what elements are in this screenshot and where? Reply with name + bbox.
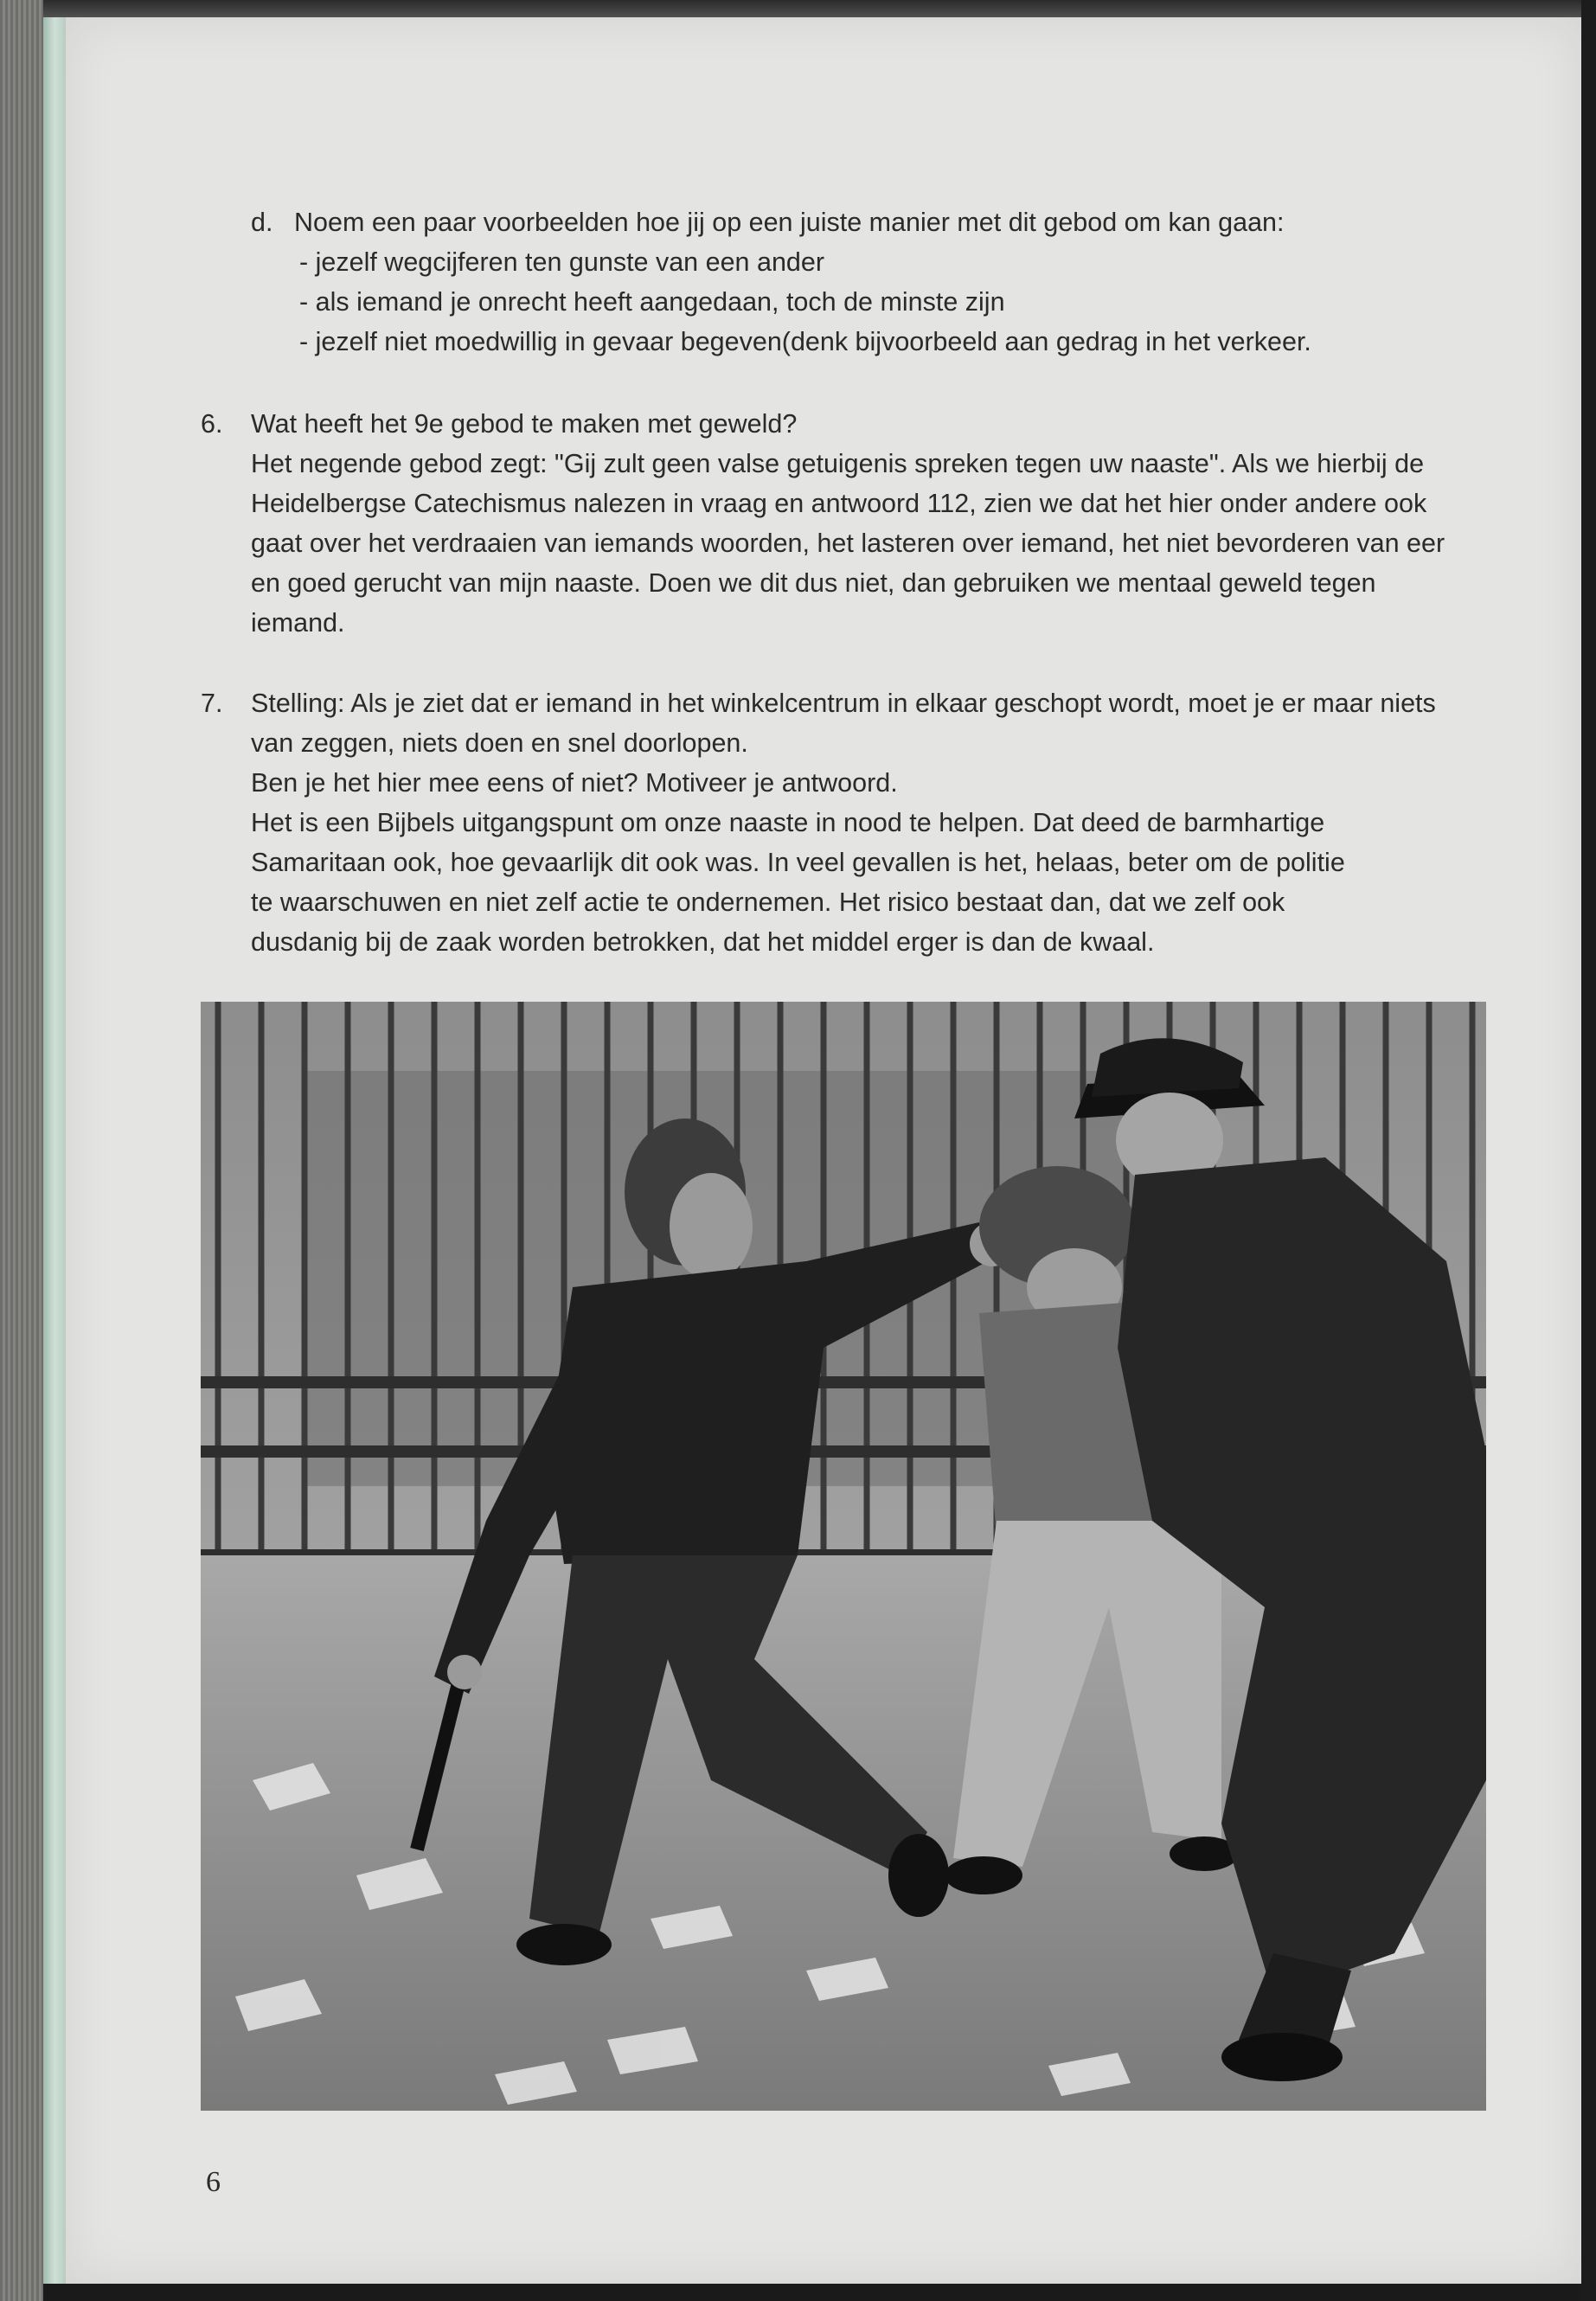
item-7-marker: 7. (201, 689, 223, 718)
item-d-question: Noem een paar voorbeelden hoe jij op een juiste manier met dit gebod om kan gaan: (294, 208, 1285, 237)
item-6 (201, 404, 1445, 643)
item-7-answer-line: dusdanig bij de zaak worden betrokken, dat het middel erger is dan de kwaal. (251, 927, 1155, 957)
photo-police-scuffle (201, 1002, 1486, 2111)
page-edge-stack (43, 17, 66, 2284)
photo-illustration (201, 1002, 1486, 2111)
scan-border-top (0, 0, 1596, 19)
item-7-statement: van zeggen, niets doen en snel doorlopen. (251, 728, 748, 758)
item-d-marker: d. (251, 208, 273, 237)
book-spine (0, 0, 43, 2301)
scan-border-right (1581, 0, 1596, 2301)
item-7-question: Ben je het hier mee eens of niet? Motiveer je antwoord. (251, 768, 898, 798)
item-d-bullet: - als iemand je onrecht heeft aangedaan, toch de minste zijn (299, 287, 1005, 317)
page-number: 6 (206, 2166, 221, 2198)
item-d-bullet: - jezelf niet moedwillig in gevaar begeven(denk bijvoorbeeld aan gedrag in het verkeer. (299, 327, 1311, 356)
item-7-answer-line: Samaritaan ook, hoe gevaarlijk dit ook was. In veel gevallen is het, helaas, beter om de politie (251, 848, 1345, 877)
item-d-bullet: - jezelf wegcijferen ten gunste van een ander (299, 247, 824, 277)
item-6-marker: 6. (201, 409, 223, 439)
item-7-statement: Stelling: Als je ziet dat er iemand in het winkelcentrum in elkaar geschopt wordt, moet je er maar niets (251, 689, 1436, 718)
item-7-answer-line: Het is een Bijbels uitgangspunt om onze naaste in nood te helpen. Dat deed de barmhartige (251, 808, 1325, 837)
item-6-answer-line: en goed gerucht van mijn naaste. Doen we dit dus niet, dan gebruiken we mentaal geweld tegen (251, 568, 1376, 598)
item-6-answer-line: Heidelbergse Catechismus nalezen in vraag en antwoord 112, zien we dat het hier onder andere ook (251, 489, 1427, 518)
item-6-question: Wat heeft het 9e gebod te maken met geweld? (251, 409, 798, 439)
item-7-answer-line: te waarschuwen en niet zelf actie te ondernemen. Het risico bestaat dan, dat we zelf ook (251, 888, 1285, 917)
item-6-answer-line: gaat over het verdraaien van iemands woorden, het lasteren over iemand, het niet bevorderen van eer (251, 529, 1445, 558)
item-6-answer-line: iemand. (251, 608, 345, 638)
item-d (251, 202, 1311, 362)
item-7 (201, 683, 1436, 962)
item-6-answer-line: Het negende gebod zegt: "Gij zult geen valse getuigenis spreken tegen uw naaste". Als we hierbij de (251, 449, 1425, 478)
